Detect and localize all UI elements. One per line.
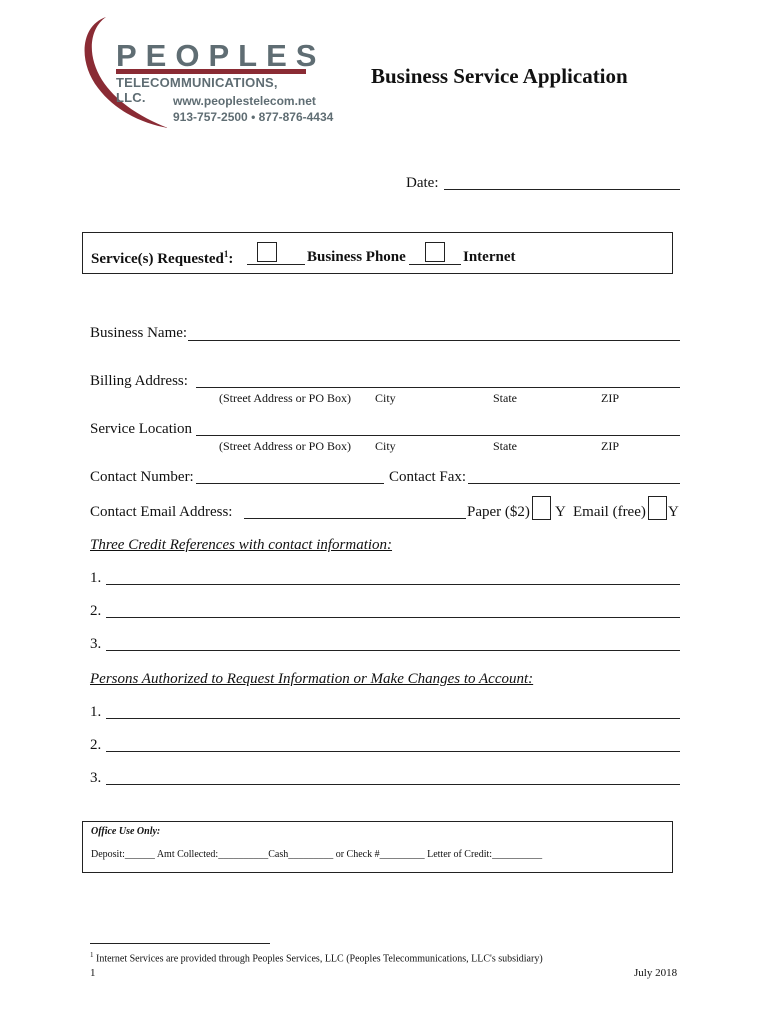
contact-fax-field[interactable] [468,483,680,484]
date-label: Date: [406,175,439,191]
authorized-1-number: 1. [90,704,102,720]
authorized-3-number: 3. [90,770,102,786]
business-name-field[interactable] [188,340,680,341]
service-location-label: Service Location [90,421,193,437]
logo-company-name: PEOPLES [116,38,326,73]
internet-checkbox[interactable] [425,242,445,262]
billing-zip-sublabel: ZIP [601,391,619,405]
services-box [82,232,673,274]
business-phone-label: Business Phone [307,249,406,265]
revision-date: July 2018 [634,967,678,979]
authorized-3-field[interactable] [106,784,680,785]
office-use-fields: Deposit:______ Amt Collected:__________Cash_________ or Check #_________ Letter of Credit:__________ [91,849,543,860]
internet-label: Internet [463,249,516,265]
office-use-box [82,821,673,873]
credit-ref-3-field[interactable] [106,650,680,651]
service-city-sublabel: City [375,439,396,453]
email-free-label: Email (free) [573,504,646,520]
authorized-2-field[interactable] [106,751,680,752]
contact-email-label: Contact Email Address: [90,504,233,520]
billing-city-sublabel: City [375,391,396,405]
billing-address-label: Billing Address: [90,373,188,389]
business-name-label: Business Name: [90,325,188,341]
logo-phone: 913-757-2500 • 877-876-4434 [173,110,334,124]
email-free-checkbox[interactable] [648,496,667,520]
paper-label: Paper ($2) [467,504,530,520]
credit-ref-1-field[interactable] [106,584,680,585]
billing-street-sublabel: (Street Address or PO Box) [219,391,351,405]
contact-fax-label: Contact Fax: [389,469,467,485]
service-zip-sublabel: ZIP [601,439,619,453]
footnote-divider [90,943,270,944]
contact-email-field[interactable] [244,518,466,519]
paper-y-label: Y [555,504,566,520]
credit-references-heading: Three Credit References with contact information: [90,537,393,553]
logo-subtitle: TELECOMMUNICATIONS, LLC. [116,69,306,105]
authorized-2-number: 2. [90,737,102,753]
service-state-sublabel: State [493,439,517,453]
credit-ref-1-number: 1. [90,570,102,586]
credit-ref-2-number: 2. [90,603,102,619]
internet-underline [409,264,461,265]
page-number: 1 [90,967,96,979]
authorized-1-field[interactable] [106,718,680,719]
email-y-label: Y [668,504,679,520]
authorized-persons-heading: Persons Authorized to Request Information or Make Changes to Account: [90,671,534,687]
credit-ref-3-number: 3. [90,636,102,652]
contact-number-field[interactable] [196,483,384,484]
service-street-sublabel: (Street Address or PO Box) [219,439,351,453]
page-title: Business Service Application [371,64,628,88]
billing-address-field[interactable] [196,387,680,388]
date-field[interactable] [444,189,680,190]
contact-number-label: Contact Number: [90,469,194,485]
services-label: Service(s) Requested$^1$: [91,249,234,267]
footnote: $^1$ Internet Services are provided through Peoples Services, LLC (Peoples Telecommunications, LLC's subsidiary) [90,951,543,965]
paper-checkbox[interactable] [532,496,551,520]
business-phone-underline [247,264,305,265]
service-location-field[interactable] [196,435,680,436]
billing-state-sublabel: State [493,391,517,405]
business-phone-checkbox[interactable] [257,242,277,262]
office-use-heading: Office Use Only: [91,826,161,837]
logo-url: www.peoplestelecom.net [173,94,316,108]
credit-ref-2-field[interactable] [106,617,680,618]
